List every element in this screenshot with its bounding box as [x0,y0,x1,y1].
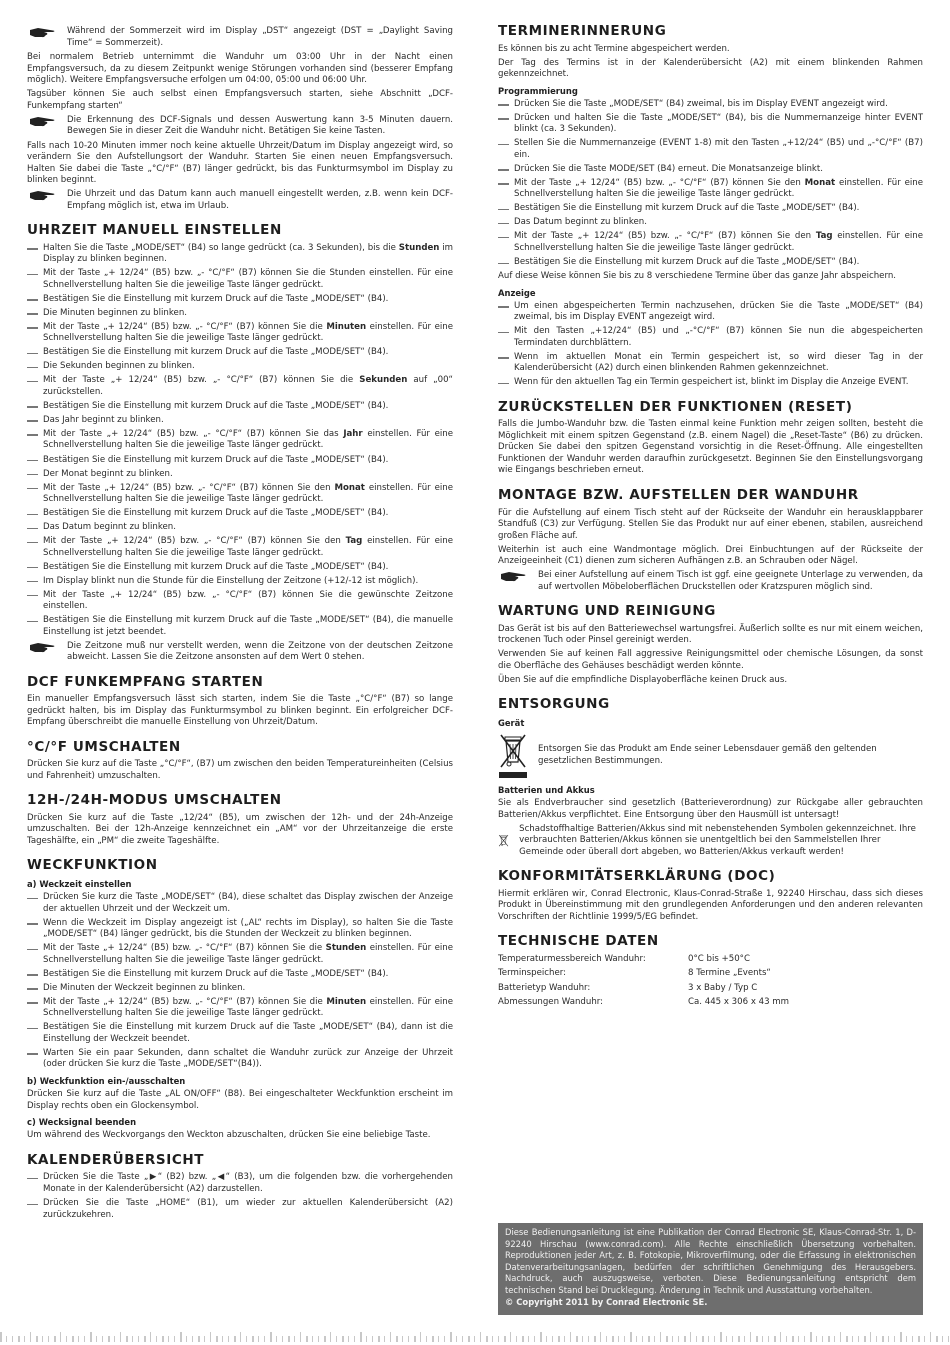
print-mark [132,1336,133,1342]
paragraph: Für die Aufstellung auf einem Tisch steht auf der Rückseite der Wanduhr ein herausklappbarer Standfuß (C3) zur Verfügung. Stellen Sie das Produkt nur auf einer ebenen, stabilen, ausreichend großen Fläche auf. [498,507,923,541]
print-mark [762,1336,763,1342]
section-title-calendar: KALENDERÜBERSICHT [27,1151,205,1168]
print-mark [246,1336,247,1342]
list-item: Im Display blinkt nun die Stunde für die Einstellung der Zeitzone (+12/-12 ist möglich). [27,576,453,588]
pointing-hand-icon [29,116,57,127]
list-item: Drücken Sie die Taste MODE/SET (B4) erneut. Die Monatsanzeige blinkt. [498,164,923,176]
print-mark [804,1336,805,1342]
table-row: Batterietyp Wanduhr: 3 x Baby / Typ C [498,982,758,993]
print-mark [546,1336,547,1342]
print-mark [468,1336,470,1342]
section-title-alarm: WECKFUNKTION [27,857,158,874]
list-item: Mit der Taste „+ 12/24“ (B5) bzw. „- °C/°F“ (B7) können Sie den Monat einstellen. Für eine Schnellverstellung halten Sie die jeweilige Taste länger gedrückt. [498,178,923,201]
keyword: Minuten [326,321,367,332]
print-mark [312,1336,313,1342]
print-mark [588,1336,589,1342]
print-mark [648,1336,650,1342]
list-item: Drücken und halten Sie die Taste „MODE/SET“ (B4), bis die Nummernanzeige hinter EVENT blinkt (ca. 3 Sekunden). [498,113,923,136]
print-mark [180,1332,182,1342]
list-item: Wenn für den aktuellen Tag ein Termin gespeichert ist, blinkt im Display die Anzeige EVENT. [498,377,923,389]
print-mark [510,1332,511,1342]
list-item: Bestätigen Sie die Einstellung mit kurzem Druck auf die Taste „MODE/SET“ (B4). [27,294,453,306]
print-mark [378,1336,380,1342]
list-item: Bestätigen Sie die Einstellung mit kurzem Druck auf die Taste „MODE/SET“ (B4). [498,203,923,215]
print-mark [774,1336,776,1342]
print-mark [684,1336,686,1342]
table-row: Terminspeicher: 8 Termine „Events“ [498,968,771,979]
print-mark [186,1336,187,1342]
print-mark [204,1336,205,1342]
display-steps-list [498,301,923,389]
print-mark [822,1336,823,1342]
print-mark [324,1336,326,1342]
imprint-text: Diese Bedienungsanleitung ist eine Publikation der Conrad Electronic SE, Klaus-Conrad-Str. 1, D-92240 Hirschau (www.conrad.com). Alle Rechte einschließlich Übersetzung vorbehalten. Reproduktionen jeder Art, z. B. Fotokopie, Mikroverfilmung, oder die Erfassung in elektronischen Datenverarbeitungsanlagen, bedürfen der schriftlichen Genehmigung des Herausgebers. Nachdruck, auch auszugsweise, verboten. Diese Bedienungsanleitung entspricht dem technischen Stand bei Drucklegung. Änderung in Technik und Ausstattung vorbehalten. [505,1227,916,1295]
print-mark [300,1332,301,1342]
print-mark [450,1332,452,1342]
list-item: Das Datum beginnt zu blinken. [27,522,453,534]
print-mark [6,1336,7,1342]
print-mark [870,1332,871,1342]
list-item: Wenn im aktuellen Monat ein Termin gespeichert ist, so wird dieser Tag in der Kalenderübersicht (A2) durch einen blinkenden Rahmen gekennzeichnet. [498,352,923,375]
print-mark [828,1336,830,1342]
paragraph: Auf diese Weise können Sie bis zu 8 verschiedene Termine über das ganze Jahr abspeichern. [498,271,897,282]
specs-table [498,954,923,1012]
print-mark [876,1336,877,1342]
list-item: Mit der Taste „+ 12/24“ (B5) bzw. „- °C/°F“ (B7) können Sie die Minuten einstellen. Für eine Schnellverstellung halten Sie die jeweilige Taste länger gedrückt. [27,997,453,1020]
keyword: Stunden [325,943,367,954]
print-mark [66,1336,67,1342]
print-mark [528,1336,529,1342]
print-mark [906,1336,907,1342]
programming-steps-list [498,99,923,269]
print-mark [372,1336,373,1342]
keyword: Jahr [343,428,363,439]
print-mark [396,1336,398,1342]
print-mark [96,1336,97,1342]
print-mark [90,1332,92,1342]
print-mark [144,1336,146,1342]
print-mark [318,1336,319,1342]
print-mark [630,1332,632,1342]
print-mark [858,1336,859,1342]
print-mark [948,1336,949,1342]
print-mark [576,1336,578,1342]
print-mark [486,1336,488,1342]
print-mark [540,1332,542,1342]
list-item: Bestätigen Sie die Einstellung mit kurzem Druck auf die Taste „MODE/SET“ (B4). [27,969,453,981]
section-title-mount: MONTAGE BZW. AUFSTELLEN DER WANDUHR [498,486,859,503]
keyword: Monat [804,177,836,188]
left-column [27,24,453,1224]
list-item: Mit der Taste „+ 12/24“ (B5) bzw. „- °C/°F“ (B7) können Sie den Tag einstellen. Für eine Schnellverstellung halten Sie die jeweilige Taste länger gedrückt. [27,536,453,559]
list-item: Bestätigen Sie die Einstellung mit kurzem Druck auf die Taste „MODE/SET“ (B4). [498,257,923,269]
print-mark [192,1336,193,1342]
list-item: Bestätigen Sie die Einstellung mit kurzem Druck auf die Taste „MODE/SET“ (B4). [27,508,453,520]
paragraph: Drücken Sie kurz auf die Taste „AL ON/OFF“ (B8). Bei eingeschalteter Weckfunktion erscheint im Display rechts oben ein Glockensymbol. [27,1089,453,1111]
section-title-care: WARTUNG UND REINIGUNG [498,603,716,620]
print-mark [462,1336,463,1342]
section-title-conformity: KONFORMITÄTSERKLÄRUNG (DOC) [498,868,776,885]
list-item: Mit der Taste „+ 12/24“ (B5) bzw. „- °C/°F“ (B7) können Sie die gewünschte Zeitzone einstellen. [27,590,453,613]
calendar-steps-list [27,1172,453,1221]
device-disposal [498,732,923,780]
paragraph: Der Tag des Termins ist in der Kalenderübersicht (A2) mit einem blinkenden Rahmen gekennzeichnet. [498,57,923,80]
paragraph: Sie als Endverbraucher sind gesetzlich (Batterieverordnung) zur Rückgabe aller gebrauchten Batterien/Akkus verpflichtet. Eine Entsorgung über den Hausmüll ist untersagt! [498,798,923,820]
crossed-bin-icon [498,732,528,780]
paragraph: Üben Sie auf die empfindliche Displayoberfläche keinen Druck aus. [498,674,788,685]
keyword: Tag [815,231,833,242]
paragraph: Schadstoffhaltige Batterien/Akkus sind mit nebenstehenden Symbolen gekennzeichnet. Ihre verbrauchten Batterien/Akkus können sie unentgeltlich bei den Sammelstellen Ihrer Gemeinde oder überall dort abgeben, wo Batterien/Akkus verkauft werden! [519,823,916,857]
print-mark [270,1332,272,1342]
paragraph: Es können bis zu acht Termine abgespeichert werden. [498,43,730,54]
print-mark [594,1336,596,1342]
print-mark [234,1336,236,1342]
print-mark [816,1336,817,1342]
print-mark [636,1336,637,1342]
print-mark [168,1336,169,1342]
print-mark [900,1332,902,1342]
print-mark [696,1336,697,1342]
print-mark [456,1336,457,1342]
list-item: Mit der Taste „+ 12/24“ (B5) bzw. „- °C/°F“ (B7) können Sie das Jahr einstellen. Für eine Schnellverstellung halten Sie die jeweilige Taste länger gedrückt. [27,429,453,452]
print-mark [12,1336,13,1342]
print-mark [294,1336,295,1342]
print-mark [564,1336,565,1342]
print-mark [882,1336,884,1342]
print-mark [264,1336,265,1342]
print-mark [276,1336,277,1342]
paragraph: Um während des Weckvorgangs den Weckton abzuschalten, drücken Sie eine beliebige Taste. [27,1130,431,1141]
subheading: c) Wecksignal beenden [27,1117,137,1128]
print-mark [78,1336,79,1342]
print-mark [744,1336,745,1342]
print-mark [606,1336,607,1342]
paragraph: Bei normalem Betrieb unternimmt die Wanduhr um 03:00 Uhr in der Nacht einen Empfangsversuch, da zu diesem Zeitpunkt wenige Störungen vorhanden sind (besserer Empfang möglich). Weitere Empfangsversuche erfolgen um 04:00, 05:00 und 06:00 Uhr. [27,52,453,86]
print-mark [366,1336,367,1342]
list-item: Bestätigen Sie die Einstellung mit kurzem Druck auf die Taste „MODE/SET“ (B4). [27,455,453,467]
print-marks [0,1330,950,1342]
print-mark [114,1336,115,1342]
print-mark [444,1336,445,1342]
pointing-hand-icon [29,190,57,201]
section-title-manual: UHRZEIT MANUELL EINSTELLEN [27,222,282,239]
print-mark [120,1332,121,1342]
print-mark [126,1336,128,1342]
note-timezone: Die Zeitzone muß nur verstellt werden, wenn die Zeitzone von der deutschen Zeitzone abweicht. Lassen Sie die Zeitzone ansonsten auf dem Wert 0 stehen. [27,641,453,664]
manual-steps-list [27,243,453,638]
print-mark [138,1336,139,1342]
print-mark [918,1336,920,1342]
print-mark [0,1332,2,1342]
pointing-hand-icon [500,571,528,582]
list-item: Die Minuten beginnen zu blinken. [27,308,453,320]
print-mark [354,1336,355,1342]
list-item: Das Jahr beginnt zu blinken. [27,415,453,427]
print-mark [210,1332,211,1342]
print-mark [654,1336,655,1342]
print-mark [330,1332,331,1342]
print-mark [750,1332,751,1342]
list-item: Mit der Taste „+ 12/24“ (B5) bzw. „- °C/°F“ (B7) können Sie die Sekunden auf „00“ zurückstellen. [27,375,453,398]
print-mark [618,1336,619,1342]
table-row: Temperaturmessbereich Wanduhr: 0°C bis +50°C [498,953,750,964]
subheading: Anzeige [498,287,536,298]
subheading: Batterien und Akkus [498,784,595,795]
print-mark [438,1336,439,1342]
print-mark [306,1336,308,1342]
print-mark [942,1336,943,1342]
print-mark [72,1336,74,1342]
list-item: Um einen abgespeicherten Termin nachzusehen, drücken Sie die Taste „MODE/SET“ (B4) zweimal, bis im Display EVENT angezeigt wird. [498,301,923,324]
list-item: Stellen Sie die Nummernanzeige (EVENT 1-8) mit den Tasten „+12/24“ (B5) und „-°C/°F“ (B7) ein. [498,138,923,161]
right-column [498,22,923,1012]
print-mark [726,1336,727,1342]
keyword: Sekunden [359,375,408,386]
battery-disposal [498,824,923,859]
section-title-reset: ZURÜCKSTELLEN DER FUNKTIONEN (RESET) [498,398,853,415]
paragraph: Drücken Sie kurz auf die Taste „12/24“ (B5), um zwischen der 12h- und der 24h-Anzeige umzuschalten. Bei der 12h-Anzeige kennzeichnet ein „AM“ vor der Uhrzeitanzeige die erste Tageshälfte, ein „PM“ die zweite Tageshälfte. [27,812,453,846]
list-item: Das Datum beginnt zu blinken. [498,217,923,229]
pointing-hand-icon [29,27,57,38]
paragraph: Weiterhin ist auch eine Wandmontage möglich. Drei Einbuchtungen auf der Rückseite der Anzeigeeinheit (C1) dienen zum sicheren Aufhängen z.B. an Schrauben oder Nägel. [498,544,923,567]
crossed-bin-battery-icon [498,824,509,858]
print-mark [678,1336,679,1342]
list-item: Mit der Taste „+ 12/24“ (B5) bzw. „- °C/°F“ (B7) können Sie den Monat einstellen. Für eine Schnellverstellung halten Sie die jeweilige Taste länger gedrückt. [27,483,453,506]
list-item: Warten Sie ein paar Sekunden, dann schaltet die Wanduhr zurück zur Anzeige der Uhrzeit (oder drücken Sie kurz die Taste „MODE/SET“(B4)). [27,1048,453,1071]
print-mark [216,1336,218,1342]
print-mark [612,1336,614,1342]
print-mark [690,1332,691,1342]
print-mark [912,1336,913,1342]
list-item: Drücken Sie die Taste „▶“ (B2) bzw. „◀“ (B3), um die folgenden bzw. die vorhergehenden Monate in der Kalenderübersicht (A2) darzustellen. [27,1172,453,1195]
print-mark [108,1336,110,1342]
print-mark [846,1336,848,1342]
list-item: Die Minuten der Weckzeit beginnen zu blinken. [27,983,453,995]
paragraph: Entsorgen Sie das Produkt am Ende seiner Lebensdauer gemäß den geltenden gesetzlichen Bestimmungen. [538,744,877,766]
paragraph: Drücken Sie kurz auf die Taste „°C/°F“, (B7) um zwischen den beiden Temperatureinheiten (Celsius und Fahrenheit) umzuschalten. [27,759,453,781]
print-mark [492,1336,493,1342]
print-mark [642,1336,643,1342]
print-mark [660,1332,661,1342]
print-mark [888,1336,889,1342]
table-row: Abmessungen Wanduhr: Ca. 445 x 306 x 43 mm [498,997,790,1008]
print-mark [336,1336,337,1342]
keyword: Monat [334,482,365,493]
print-mark [84,1336,85,1342]
print-mark [222,1336,223,1342]
print-mark [810,1332,812,1342]
print-mark [342,1336,344,1342]
paragraph: Das Gerät ist bis auf den Batteriewechsel wartungsfrei. Äußerlich sollte es nur mit einem weichen, trockenen Tuch oder Pinsel gereinigt werden. [498,623,923,646]
print-mark [672,1336,673,1342]
print-mark [36,1336,38,1342]
print-mark [504,1336,506,1342]
print-mark [552,1336,553,1342]
print-mark [798,1336,799,1342]
print-mark [360,1332,362,1342]
print-mark [30,1332,31,1342]
list-item: Wenn die Weckzeit im Display angezeigt ist („AL“ rechts im Display), so halten Sie die Taste „MODE/SET“ (B4) länger gedrückt, bis die Stunden der Weckzeit zu blinken beginnen. [27,918,453,941]
list-item: Mit den Tasten „+12/24“ (B5) und „-°C/°F“ (B7) können Sie nun die abgespeicherten Termindaten durchblättern. [498,326,923,349]
subheading: a) Weckzeit einstellen [27,878,132,889]
print-mark [600,1332,601,1342]
section-title-mode: 12H-/24H-MODUS UMSCHALTEN [27,792,282,809]
list-item: Bestätigen Sie die Einstellung mit kurzem Druck auf die Taste „MODE/SET“ (B4). [27,401,453,413]
print-mark [714,1336,715,1342]
print-mark [102,1336,103,1342]
section-title-temp: °C/°F UMSCHALTEN [27,738,181,755]
list-item: Mit der Taste „+ 12/24“ (B5) bzw. „- °C/°F“ (B7) können Sie die Stunden einstellen. Für eine Schnellverstellung halten Sie die jeweilige Taste länger gedrückt. [27,268,453,291]
print-mark [786,1336,787,1342]
note-dcf-detection: Die Erkennung des DCF-Signals und dessen Auswertung kann 3-5 Minuten dauern. Bewegen Sie in dieser Zeit die Wanduhr nicht. Betätigen Sie keine Tasten. [27,115,453,138]
print-mark [930,1332,931,1342]
print-mark [480,1332,481,1342]
list-item: Der Monat beginnt zu blinken. [27,469,453,481]
print-mark [384,1336,385,1342]
pointing-hand-icon [29,642,57,653]
keyword: Minuten [326,996,367,1007]
print-mark [54,1336,56,1342]
paragraph: Tagsüber können Sie auch selbst einen Empfangsversuch starten, siehe Abschnitt „DCF-Funkempfang starten“ [27,89,453,111]
list-item: Halten Sie die Taste „MODE/SET“ (B4) so lange gedrückt (ca. 3 Sekunden), bis die Stunden im Display zu blinken beginnen. [27,243,453,266]
list-item: Mit der Taste „+ 12/24“ (B5) bzw. „- °C/°F“ (B7) können Sie den Tag einstellen. Für eine Schnellverstellung halten Sie die jeweilige Taste länger gedrückt. [498,231,923,254]
print-mark [162,1336,164,1342]
print-mark [174,1336,175,1342]
print-mark [498,1336,499,1342]
print-mark [426,1336,427,1342]
section-title-disposal: ENTSORGUNG [498,696,610,713]
print-mark [708,1336,709,1342]
print-mark [582,1336,583,1342]
paragraph: Falls nach 10-20 Minuten immer noch keine aktuelle Uhrzeit/Datum im Display angezeigt wird, so verändern Sie den Aufstellungsort der Wanduhr. Starten Sie einen neuen Empfangsversuch. Halten Sie dabei die Taste „°C/°F“ (B7) länger gedrückt, bis das Funkturmsymbol im Display zu blinken beginnt. [27,140,453,186]
print-mark [756,1336,758,1342]
print-mark [258,1336,259,1342]
note-manual-setting: Die Uhrzeit und das Datum kann auch manuell eingestellt werden, z.B. wenn kein DCF-Empfang möglich ist, etwa im Urlaub. [27,189,453,212]
print-mark [924,1336,925,1342]
print-mark [768,1336,769,1342]
list-item: Bestätigen Sie die Einstellung mit kurzem Druck auf die Taste „MODE/SET“ (B4), die manuelle Einstellung ist jetzt beendet. [27,615,453,638]
print-mark [852,1336,853,1342]
list-item: Drücken Sie die Taste „HOME“ (B1), um wieder zur aktuellen Kalenderübersicht (A2) zurückzukehren. [27,1198,453,1221]
list-item: Drücken Sie kurz die Taste „MODE/SET“ (B4), diese schaltet das Display zwischen der Anzeige der aktuellen Uhrzeit und der Weckzeit um. [27,892,453,915]
section-title-dcf: DCF FUNKEMPFANG STARTEN [27,673,264,690]
print-mark [864,1336,866,1342]
print-mark [738,1336,740,1342]
print-mark [420,1332,421,1342]
print-mark [48,1336,49,1342]
print-mark [42,1336,43,1342]
subheading: b) Weckfunktion ein-/ausschalten [27,1075,186,1086]
print-mark [432,1336,434,1342]
print-mark [558,1336,560,1342]
paragraph: Verwenden Sie auf keinen Fall aggressive Reinigungsmittel oder chemische Lösungen, da sonst die Oberfläche des Gehäuses beschädigt werden könnte. [498,649,923,671]
print-mark [18,1336,20,1342]
print-mark [522,1336,524,1342]
imprint-box [498,1223,923,1315]
section-title-specs: TECHNISCHE DATEN [498,933,659,950]
print-mark [732,1336,733,1342]
print-mark [666,1336,668,1342]
print-mark [894,1336,895,1342]
copyright: © Copyright 2011 by Conrad Electronic SE. [505,1296,708,1307]
paragraph: Falls die Jumbo-Wanduhr bzw. die Tasten einmal keine Funktion mehr zeigen sollten, besteht die Möglichkeit mit einem spitzen Gegenstand (z.B. einem Nagel) die „Reset-Taste“ (B6) zu drücken. Drücken Sie dabei den spitzen Gegenstand vorsichtig in die Reset-Öffnung. Alle eingestellten Funktionen der Wanduhr werden daraufhin zurückgesetzt. Beginnen Sie den Einstellungsvorgang wie Eingangs beschrieben erneut. [498,419,923,476]
list-item: Mit der Taste „+ 12/24“ (B5) bzw. „- °C/°F“ (B7) können Sie die Minuten einstellen. Für eine Schnellverstellung halten Sie die jeweilige Taste länger gedrückt. [27,322,453,345]
list-item: Drücken Sie die Taste „MODE/SET“ (B4) zweimal, bis im Display EVENT angezeigt wird. [498,99,923,111]
note-table-surface: Bei einer Aufstellung auf einem Tisch ist ggf. eine geeignete Unterlage zu verwenden, da auf wertvollen Möbeloberflächen Druckstellen oder Kratzspuren möglich sind. [498,570,923,593]
list-item: Die Sekunden beginnen zu blinken. [27,361,453,373]
print-mark [390,1332,391,1342]
print-mark [150,1332,151,1342]
alarm-steps-list [27,892,453,1071]
print-mark [156,1336,157,1342]
print-mark [282,1336,283,1342]
print-mark [474,1336,475,1342]
keyword: Stunden [398,242,440,253]
list-item: Mit der Taste „+ 12/24“ (B5) bzw. „- °C/°F“ (B7) können Sie die Stunden einstellen. Für eine Schnellverstellung halten Sie die jeweilige Taste länger gedrückt. [27,943,453,966]
print-mark [240,1332,241,1342]
print-mark [198,1336,200,1342]
print-mark [936,1336,938,1342]
print-mark [60,1332,61,1342]
paragraph: Ein manueller Empfangsversuch lässt sich starten, indem Sie die Taste „°C/°F“ (B7) so lange gedrückt halten, bis im Display das Funkturmsymbol zu blinken beginnt. Ein erfolgreicher DCF-Empfang überschreibt die manuelle Einstellung von Uhrzeit/Datum. [27,694,453,728]
print-mark [408,1336,409,1342]
print-mark [402,1336,403,1342]
print-mark [534,1336,535,1342]
print-mark [570,1332,571,1342]
section-title-reminder: TERMINERINNERUNG [498,23,667,39]
subheading: Gerät [498,717,525,728]
print-mark [840,1332,841,1342]
print-mark [702,1336,704,1342]
print-mark [792,1336,794,1342]
list-item: Bestätigen Sie die Einstellung mit kurzem Druck auf die Taste „MODE/SET“ (B4). [27,347,453,359]
keyword: Tag [345,536,363,547]
print-mark [414,1336,416,1342]
print-mark [252,1336,254,1342]
list-item: Bestätigen Sie die Einstellung mit kurzem Druck auf die Taste „MODE/SET“ (B4), dann ist die Einstellung der Weckzeit beendet. [27,1022,453,1045]
print-mark [348,1336,349,1342]
subheading: Programmierung [498,85,578,96]
print-mark [228,1336,229,1342]
list-item: Bestätigen Sie die Einstellung mit kurzem Druck auf die Taste „MODE/SET“ (B4). [27,562,453,574]
print-mark [780,1332,781,1342]
paragraph: Hiermit erklären wir, Conrad Electronic, Klaus-Conrad-Straße 1, 92240 Hirschau, dass sich dieses Produkt in Übereinstimmung mit den grundlegenden Anforderungen und den anderen relevanten Vorschriften der Richtlinie 1999/5/EG befindet. [498,888,923,922]
print-mark [288,1336,290,1342]
print-mark [624,1336,625,1342]
print-mark [516,1336,517,1342]
print-mark [24,1336,25,1342]
note-dst: Während der Sommerzeit wird im Display „DST“ angezeigt (DST = „Daylight Saving Time“ = Sommerzeit). [27,26,453,49]
print-mark [834,1336,835,1342]
print-mark [720,1332,722,1342]
